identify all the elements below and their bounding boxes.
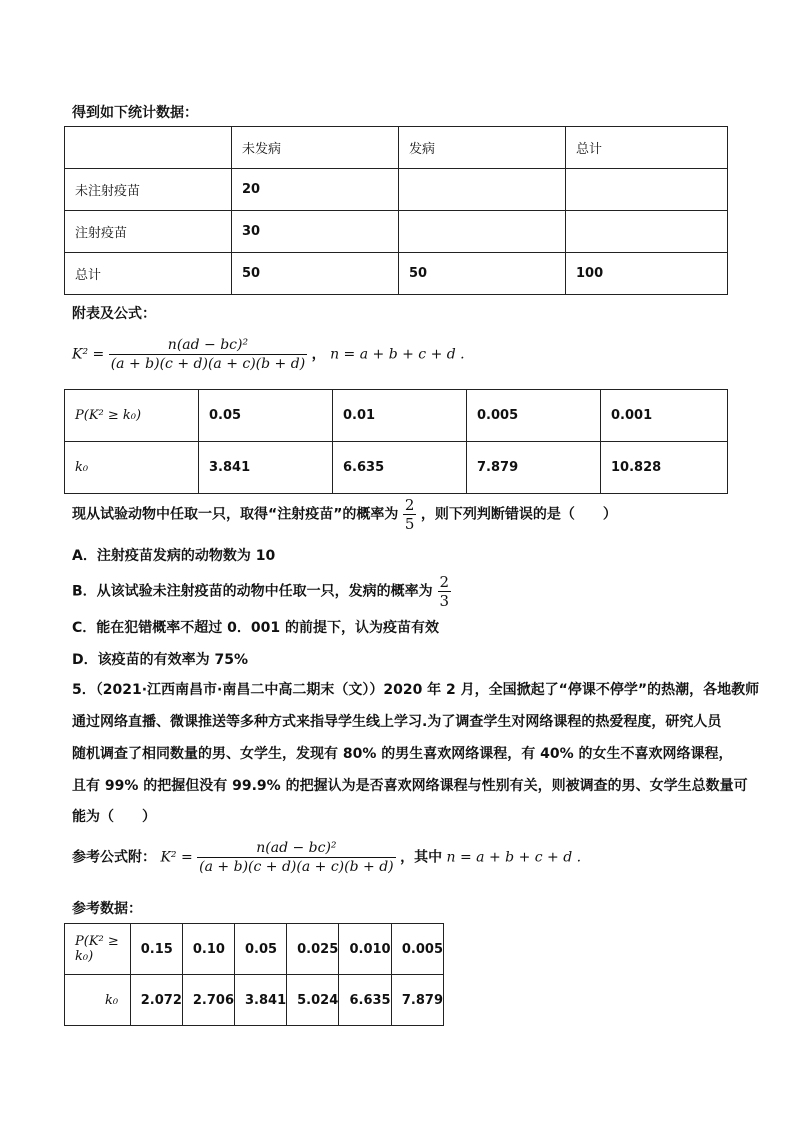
table-row (65, 442, 728, 494)
table-cell: 5.024 (287, 975, 339, 1026)
formula-tail: n = a + b + c + d . (330, 346, 465, 363)
table-cell: 0.010 (339, 924, 391, 975)
header-cell: 发病 (399, 127, 566, 169)
stem-fraction (403, 496, 417, 533)
table-row (65, 253, 728, 295)
row-label: P(K² ≥ k₀) (65, 390, 199, 442)
table-cell: 0.15 (130, 924, 182, 975)
table-cell: 50 (399, 253, 566, 295)
table-row (65, 211, 728, 253)
formula-numerator: n(ad − bc)² (109, 336, 307, 355)
table-cell (399, 169, 566, 211)
formula-fraction (109, 336, 307, 373)
table-cell: 0.025 (287, 924, 339, 975)
formula-k2: K² = $\frac{\text{n(ad − bc)²}}{(a + b)(c + d)(a + c)(b + d)}$ ， n = a + b + c + d . (72, 337, 465, 372)
table-cell: 7.879 (467, 442, 601, 494)
option-c: C．能在犯错概率不超过 0．001 的前提下，认为疫苗有效 (72, 620, 439, 636)
option-b-text: B．从该试验未注射疫苗的动物中任取一只，发病的概率为 (72, 583, 433, 600)
table-cell: 30 (232, 211, 399, 253)
formula-lhs: K² = (72, 346, 105, 363)
intro-text: 得到如下统计数据： (72, 105, 198, 121)
header-cell: 总计 (566, 127, 728, 169)
table-cell: 3.841 (235, 975, 287, 1026)
table-cell: 10.828 (601, 442, 728, 494)
question4-stem (72, 496, 617, 533)
question5-line: 随机调查了相同数量的男、女学生，发现有 80% 的男生喜欢网络课程，有 40% 的女生不喜欢网络课程， (72, 746, 733, 762)
fraction-numerator: 2 (404, 496, 415, 514)
formula-numerator: n(ad − bc)² (197, 839, 395, 858)
table-header-row (65, 127, 728, 169)
table-cell: 7.879 (391, 975, 443, 1026)
table-cell: 0.005 (467, 390, 601, 442)
table-cell: 0.01 (333, 390, 467, 442)
formula-label: 参考公式附： (72, 849, 156, 866)
reference-data-table (64, 923, 444, 1026)
fraction-denominator: 5 (404, 515, 415, 533)
table-cell (566, 169, 728, 211)
table-cell: 0.05 (235, 924, 287, 975)
option-b-fraction (438, 573, 452, 610)
table-cell: 100 (566, 253, 728, 295)
formula-denominator: (a + b)(c + d)(a + c)(b + d) (110, 356, 306, 372)
formula-tail-math: n = a + b + c + d . (446, 849, 582, 866)
table-cell: 50 (232, 253, 399, 295)
question5-line: 通过网络直播、微课推送等多种方式来指导学生线上学习.为了调查学生对网络课程的热爱程度，研究人员 (72, 714, 722, 730)
stem-text-after: ，则下列判断错误的是（ ） (420, 506, 617, 523)
appendix-label: 附表及公式： (72, 306, 156, 322)
table-cell: 6.635 (339, 975, 391, 1026)
formula-k2-reference (72, 839, 581, 876)
table-row (65, 390, 728, 442)
row-label: 未注射疫苗 (65, 169, 232, 211)
table-row (65, 975, 444, 1026)
option-b (72, 573, 451, 610)
formula-lhs: K² = (160, 849, 193, 866)
table-cell (399, 211, 566, 253)
row-label: 总计 (65, 253, 232, 295)
formula-tail-text: ，其中 (400, 849, 443, 866)
fraction-numerator: 2 (439, 573, 450, 591)
table-cell: 0.005 (391, 924, 443, 975)
stem-text: 现从试验动物中任取一只，取得“注射疫苗”的概率为 (72, 506, 399, 523)
statistics-table (64, 126, 728, 295)
table-cell: 0.10 (182, 924, 234, 975)
formula-fraction (197, 839, 395, 876)
row-label: k₀ (65, 975, 131, 1026)
table-cell: 6.635 (333, 442, 467, 494)
question5-line: 5．（2021·江西南昌市·南昌二中高二期末（文））2020 年 2 月，全国掀起了“停课不停学”的热潮，各地教师 (72, 682, 760, 698)
fraction-denominator: 3 (439, 592, 450, 610)
header-cell (65, 127, 232, 169)
table-cell: 3.841 (199, 442, 333, 494)
table-cell: 2.072 (130, 975, 182, 1026)
header-cell: 未发病 (232, 127, 399, 169)
question5-line: 且有 99% 的把握但没有 99.9% 的把握认为是否喜欢网络课程与性别有关，则被调查的男、女学生总数量可 (72, 778, 748, 794)
data-label: 参考数据： (72, 901, 142, 917)
table-row (65, 924, 444, 975)
formula-denominator: (a + b)(c + d)(a + c)(b + d) (199, 859, 394, 875)
table-row (65, 169, 728, 211)
question5-line: 能为（ ） (72, 809, 156, 825)
option-a: A．注射疫苗发病的动物数为 10 (72, 548, 276, 564)
critical-value-table (64, 389, 728, 494)
table-cell: 0.05 (199, 390, 333, 442)
option-d: D．该疫苗的有效率为 75% (72, 652, 249, 668)
table-cell (566, 211, 728, 253)
row-label: 注射疫苗 (65, 211, 232, 253)
table-cell: 2.706 (182, 975, 234, 1026)
table-cell: 0.001 (601, 390, 728, 442)
table-cell: 20 (232, 169, 399, 211)
row-label: k₀ (65, 442, 199, 494)
row-label: P(K² ≥ k₀) (65, 924, 131, 975)
